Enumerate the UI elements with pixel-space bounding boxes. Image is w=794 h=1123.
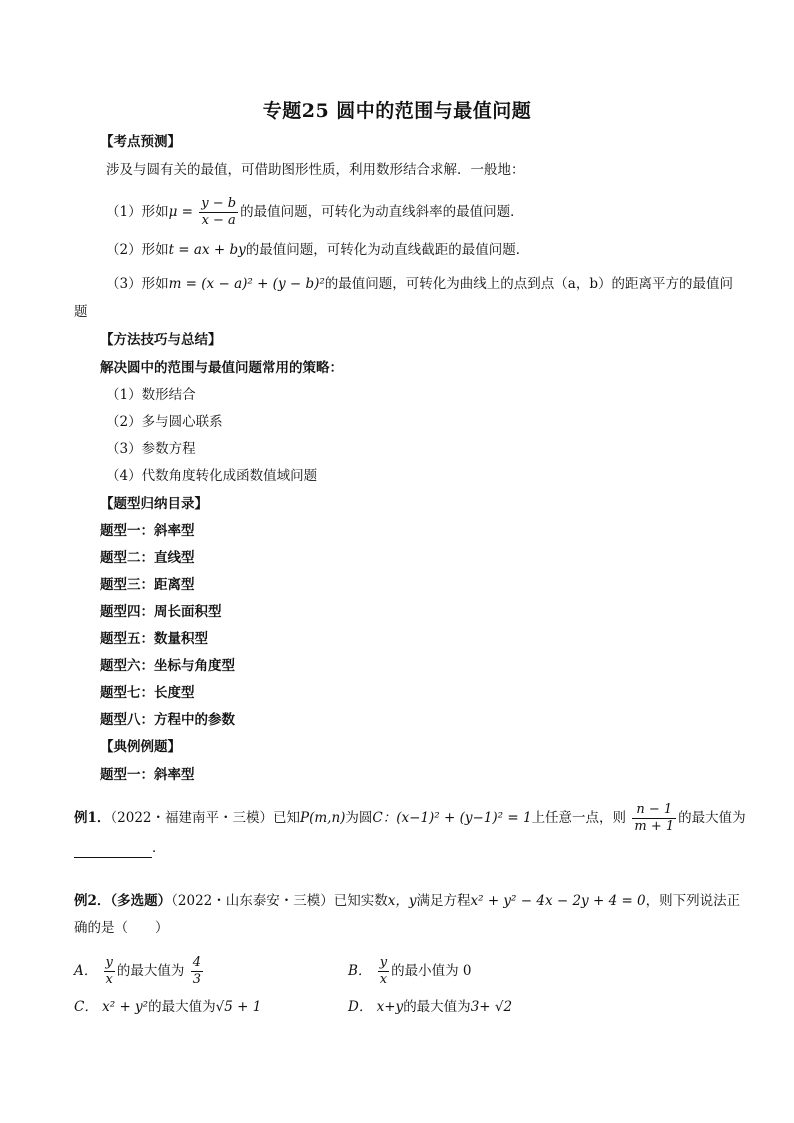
item1-denominator: x − a bbox=[201, 213, 236, 228]
example-1-end: ． bbox=[152, 840, 166, 856]
item2-prefix: （2）形如 bbox=[106, 242, 169, 258]
option-a-value-denominator: 3 bbox=[192, 972, 201, 987]
method-heading: 【方法技巧与总结】 bbox=[100, 332, 222, 348]
method-item: （2）多与圆心联系 bbox=[106, 414, 223, 430]
option-a-value-fraction bbox=[191, 955, 203, 988]
option-b-denominator: x bbox=[379, 972, 388, 987]
catalog-item: 题型五：数量积型 bbox=[100, 631, 208, 647]
type1-heading: 题型一：斜率型 bbox=[100, 767, 195, 783]
method-intro: 解决圆中的范围与最值问题常用的策略： bbox=[100, 360, 343, 376]
option-b-label: B． bbox=[348, 963, 372, 979]
answer-blank[interactable] bbox=[74, 843, 152, 858]
catalog-item: 题型三：距离型 bbox=[100, 577, 195, 593]
option-a-denominator: x bbox=[105, 972, 113, 987]
example-2-label: 例2． bbox=[74, 893, 111, 909]
example-1-mid2: 上任意一点，则 bbox=[531, 810, 627, 826]
example-2-vars: x，y bbox=[387, 893, 417, 909]
option-a[interactable] bbox=[74, 955, 205, 988]
example-1-fraction bbox=[632, 802, 676, 835]
option-c[interactable] bbox=[74, 997, 261, 1017]
item1-numerator: y − b bbox=[201, 196, 237, 211]
option-c-text: 的最大值为 bbox=[148, 999, 216, 1015]
example-2 bbox=[74, 891, 740, 911]
option-b-fraction bbox=[378, 955, 389, 988]
example-1-circle: C：(x−1)² + (y−1)² = 1 bbox=[372, 810, 532, 826]
catalog-item: 题型四：周长面积型 bbox=[100, 604, 222, 620]
item1-prefix: （1）形如 bbox=[106, 204, 169, 220]
predict-item-2 bbox=[106, 240, 529, 260]
method-item: （4）代数角度转化成函数值域问题 bbox=[106, 468, 318, 484]
example-1-point: P(m,n) bbox=[300, 810, 346, 826]
option-d-expr: x+y bbox=[376, 999, 404, 1015]
example-2-equation: x² + y² − 4x − 2y + 4 = 0 bbox=[470, 893, 646, 909]
catalog-item: 题型七：长度型 bbox=[100, 685, 195, 701]
option-a-label: A． bbox=[74, 963, 98, 979]
item1-lhs: μ = bbox=[168, 204, 193, 220]
example-2-mid: 满足方程 bbox=[416, 893, 471, 909]
example-1-label: 例1． bbox=[74, 810, 111, 826]
item3-prefix: （3）形如 bbox=[106, 276, 169, 292]
option-b[interactable] bbox=[348, 955, 471, 988]
example-1-source: （2022・福建南平・三模）已知 bbox=[110, 810, 301, 826]
page-title: 专题25 圆中的范围与最值问题 bbox=[262, 100, 532, 122]
method-item: （1）数形结合 bbox=[106, 387, 196, 403]
example-2-source: （2022・山东泰安・三模）已知实数 bbox=[171, 893, 388, 909]
example-1 bbox=[74, 802, 746, 835]
option-a-fraction bbox=[104, 955, 115, 988]
predict-heading: 【考点预测】 bbox=[100, 134, 181, 150]
predict-item-3 bbox=[106, 274, 733, 294]
item1-fraction bbox=[199, 196, 238, 229]
example-1-suffix: 的最大值为 bbox=[678, 810, 746, 826]
example-1-answer-line bbox=[74, 838, 166, 858]
catalog-item: 题型一：斜率型 bbox=[100, 523, 195, 539]
predict-item-3-wrap: 题 bbox=[74, 304, 88, 320]
option-b-text: 的最小值为 0 bbox=[391, 963, 472, 979]
option-d-text: 的最大值为 bbox=[403, 999, 471, 1015]
item3-expr: m = (x − a)² + (y − b)² bbox=[168, 276, 325, 292]
example-2-suffix: ，则下列说法正 bbox=[645, 893, 741, 909]
method-item: （3）参数方程 bbox=[106, 441, 196, 457]
predict-item-1 bbox=[106, 196, 524, 229]
catalog-item: 题型六：坐标与角度型 bbox=[100, 658, 235, 674]
catalog-item: 题型二：直线型 bbox=[100, 550, 195, 566]
option-d[interactable] bbox=[348, 997, 512, 1017]
option-d-value: 3+ √2 bbox=[470, 999, 513, 1015]
option-a-numerator: y bbox=[105, 955, 113, 970]
example-1-mid: 为圆 bbox=[345, 810, 373, 826]
catalog-item: 题型八：方程中的参数 bbox=[100, 712, 235, 728]
example-2-wrap: 确的是（ ） bbox=[74, 920, 169, 936]
option-c-label: C． bbox=[74, 999, 98, 1015]
option-d-label: D． bbox=[348, 999, 373, 1015]
option-b-numerator: y bbox=[379, 955, 388, 970]
item2-suffix: 的最值问题，可转化为动直线截距的最值问题． bbox=[245, 242, 530, 258]
option-c-value: √5 + 1 bbox=[215, 999, 262, 1015]
item2-expr: t = ax + by bbox=[168, 242, 246, 258]
examples-heading: 【典例例题】 bbox=[100, 739, 181, 755]
predict-intro: 涉及与圆有关的最值，可借助图形性质，利用数形结合求解．一般地： bbox=[106, 162, 525, 178]
item3-suffix: 的最值问题，可转化为曲线上的点到点（a，b）的距离平方的最值问 bbox=[324, 276, 733, 292]
catalog-heading: 【题型归纳目录】 bbox=[100, 496, 208, 512]
item1-suffix: 的最值问题，可转化为动直线斜率的最值问题． bbox=[240, 204, 524, 220]
example-1-numerator: n − 1 bbox=[632, 802, 676, 819]
example-1-denominator: m + 1 bbox=[634, 819, 675, 834]
option-a-text: 的最大值为 bbox=[116, 963, 185, 979]
option-a-value-numerator: 4 bbox=[192, 955, 201, 970]
example-2-tag: （多选题） bbox=[110, 893, 172, 909]
option-c-expr: x² + y² bbox=[102, 999, 149, 1015]
